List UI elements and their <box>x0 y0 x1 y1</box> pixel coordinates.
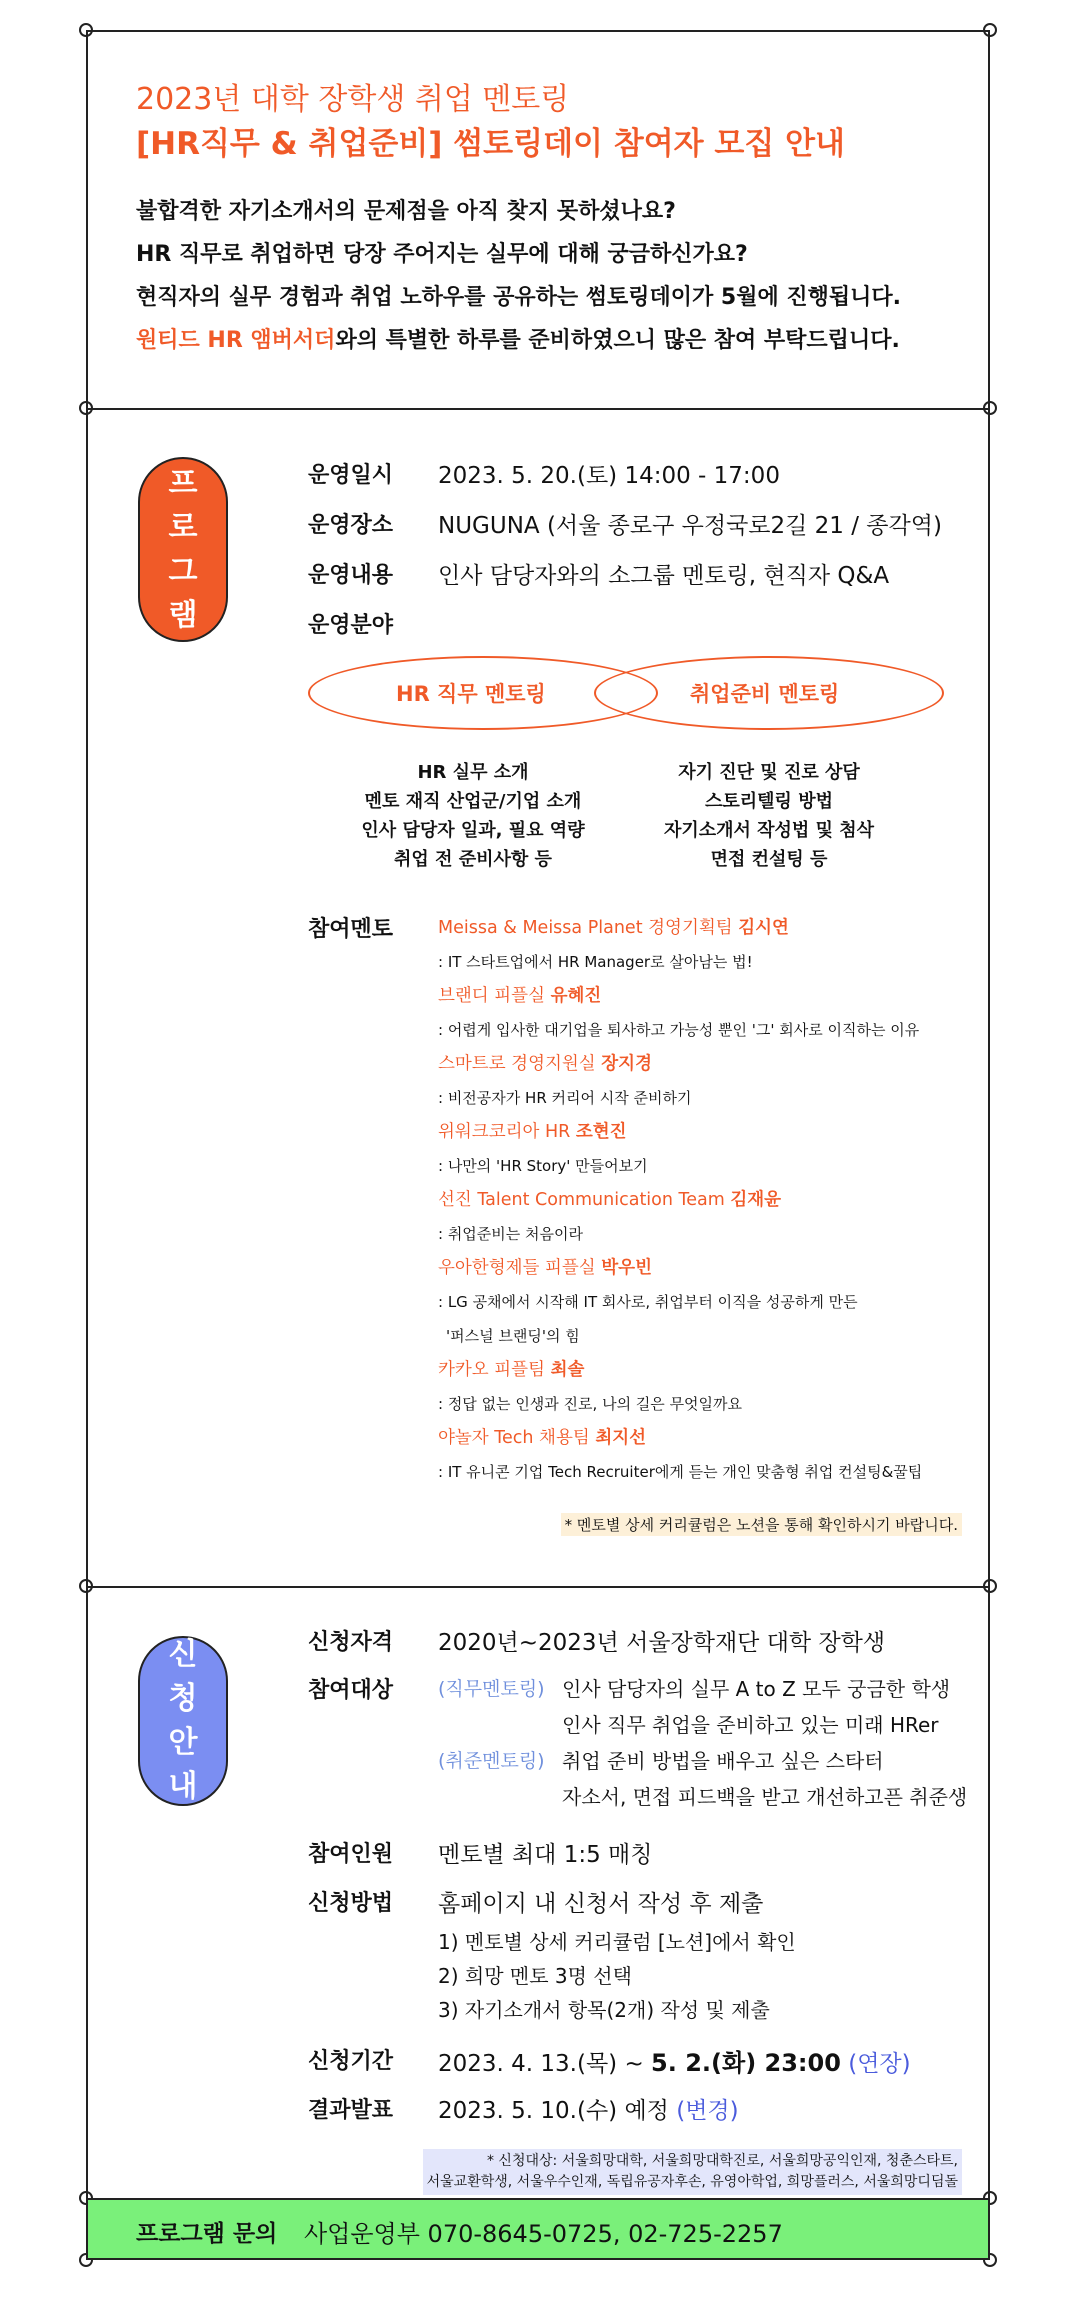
intro-line: HR 직무로 취업하면 당장 주어지는 실무에 대해 궁금하신가요? <box>136 242 748 267</box>
mentor-org: 우아한형제들 피플실 박우빈 <box>438 1258 652 1278</box>
period-label: 신청기간 <box>308 2049 394 2074</box>
hr-field-items <box>338 758 608 874</box>
mentor-desc: : IT 스타트업에서 HR Manager로 살아남는 법! <box>438 953 753 971</box>
target-item: 인사 직무 취업을 준비하고 있는 미래 HRer <box>562 1713 939 1737</box>
target-item: 취업 준비 방법을 배우고 싶은 스타터 <box>562 1749 884 1773</box>
field-item: 취업 전 준비사항 등 <box>394 849 552 870</box>
prep-field-items <box>634 758 904 874</box>
intro-line <box>136 323 900 354</box>
mentor-org: 위워크코리아 HR 조현진 <box>438 1122 627 1142</box>
badge-char: 램 <box>168 597 198 633</box>
row-label-place: 운영장소 <box>308 513 394 538</box>
apply-badge <box>138 1636 228 1806</box>
mentor-desc: '퍼스널 브랜딩'의 힘 <box>446 1327 580 1345</box>
field-item: 자기 진단 및 진로 상담 <box>678 762 860 783</box>
intro-line: 불합격한 자기소개서의 문제점을 아직 찾지 못하셨나요? <box>136 199 676 224</box>
note-line: 서울교환학생, 서울우수인재, 독립유공자후손, 유영아학업, 희망플러스, 서울희망디딤돌 <box>426 2174 958 2190</box>
mentor-org: 카카오 피플팀 최솔 <box>438 1360 585 1380</box>
target-item: 인사 담당자의 실무 A to Z 모두 궁금한 학생 <box>562 1677 951 1701</box>
target-tag: (취준멘토링) <box>438 1750 545 1772</box>
qualification-label: 신청자격 <box>308 1630 394 1655</box>
hr-field-title: HR 직무 멘토링 <box>396 682 546 706</box>
period-value: 2023. 4. 13.(목) ~ 5. 2.(화) 23:00 (연장) <box>438 2049 911 2077</box>
count-value: 멘토별 최대 1:5 매칭 <box>438 1842 653 1868</box>
event-title: [HR직무 & 취업준비] 썸토링데이 참여자 모집 안내 <box>136 126 845 162</box>
mentor-desc: : 정답 없는 인생과 진로, 나의 길은 무엇일까요 <box>438 1395 743 1413</box>
mentor-org: 선진 Talent Communication Team 김재윤 <box>438 1190 782 1210</box>
result-label: 결과발표 <box>308 2098 394 2123</box>
period-tag: (연장) <box>848 2051 911 2077</box>
contact-bar <box>86 2198 990 2260</box>
result-tag: (변경) <box>676 2098 739 2124</box>
badge-char: 로 <box>168 509 198 545</box>
row-label-field: 운영분야 <box>308 613 394 638</box>
result-value: 2023. 5. 10.(수) 예정 (변경) <box>438 2098 739 2124</box>
mentor-desc: : 취업준비는 처음이라 <box>438 1225 584 1243</box>
row-value-content: 인사 담당자와의 소그룹 멘토링, 현직자 Q&A <box>438 563 890 589</box>
program-badge <box>138 457 228 642</box>
badge-char: 신 <box>168 1637 198 1672</box>
method-step: 1) 멘토별 상세 커리큘럼 [노션]에서 확인 <box>438 1930 796 1954</box>
mentor-org: Meissa & Meissa Planet 경영기획팀 김시연 <box>438 918 789 938</box>
contact-label: 프로그램 문의 <box>136 2221 278 2247</box>
contact-value: 사업운영부 070-8645-0725, 02-725-2257 <box>304 2220 783 2248</box>
field-item: 자기소개서 작성법 및 첨삭 <box>663 820 875 841</box>
note-line: * 신청대상: 서울희망대학, 서울희망대학진로, 서울희망공익인재, 청춘스타트, <box>486 2153 958 2169</box>
row-value-date: 2023. 5. 20.(토) 14:00 - 17:00 <box>438 463 780 489</box>
row-label-content: 운영내용 <box>308 563 394 588</box>
row-label-date: 운영일시 <box>308 463 394 488</box>
program-section <box>86 408 990 1588</box>
prep-field-title: 취업준비 멘토링 <box>690 682 840 706</box>
apply-section <box>86 1586 990 2200</box>
target-item: 자소서, 면접 피드백을 받고 개선하고픈 취준생 <box>562 1785 968 1809</box>
field-item: 면접 컨설팅 등 <box>710 849 828 870</box>
eligibility-note <box>423 2149 962 2195</box>
mentor-desc: : 어렵게 입사한 대기업을 퇴사하고 가능성 뿐인 '그' 회사로 이직하는 이유 <box>438 1021 920 1039</box>
mentor-desc: : 나만의 'HR Story' 만들어보기 <box>438 1157 648 1175</box>
target-label: 참여대상 <box>308 1678 394 1703</box>
mentor-desc: : IT 유니콘 기업 Tech Recruiter에게 듣는 개인 맞춤형 취업 컨설팅&꿀팁 <box>438 1463 923 1481</box>
method-step: 3) 자기소개서 항목(2개) 작성 및 제출 <box>438 1998 770 2022</box>
header-section <box>86 30 990 410</box>
mentor-desc: : LG 공채에서 시작해 IT 회사로, 취업부터 이직을 성공하게 만든 <box>438 1293 858 1311</box>
field-item: 스토리텔링 방법 <box>705 791 833 812</box>
mentor-org: 스마트로 경영지원실 장지경 <box>438 1054 652 1074</box>
mentor-org: 브랜디 피플실 유혜진 <box>438 986 602 1006</box>
badge-char: 프 <box>168 465 198 501</box>
field-item: 인사 담당자 일과, 필요 역량 <box>361 820 585 841</box>
method-step: 2) 희망 멘토 3명 선택 <box>438 1964 632 1988</box>
method-label: 신청방법 <box>308 1891 394 1916</box>
badge-char: 내 <box>168 1769 198 1804</box>
intro-rest: 와의 특별한 하루를 준비하였으니 많은 참여 부탁드립니다. <box>335 328 900 353</box>
badge-char: 안 <box>168 1725 198 1760</box>
field-item: HR 실무 소개 <box>417 762 529 783</box>
event-subtitle: 2023년 대학 장학생 취업 멘토링 <box>136 82 570 117</box>
field-item: 멘토 재직 산업군/기업 소개 <box>364 791 582 812</box>
badge-char: 그 <box>168 553 198 589</box>
row-value-place: NUGUNA (서울 종로구 우정국로2길 21 / 종각역) <box>438 513 942 539</box>
target-tag: (직무멘토링) <box>438 1678 545 1700</box>
mentor-org: 야놀자 Tech 채용팀 최지선 <box>438 1428 647 1448</box>
mentor-desc: : 비전공자가 HR 커리어 시작 준비하기 <box>438 1089 692 1107</box>
method-value: 홈페이지 내 신청서 작성 후 제출 <box>438 1891 764 1917</box>
intro-highlight: 원티드 HR 앰버서더 <box>136 328 336 353</box>
count-label: 참여인원 <box>308 1842 394 1867</box>
badge-char: 청 <box>168 1681 198 1716</box>
qualification-value: 2020년~2023년 서울장학재단 대학 장학생 <box>438 1630 886 1656</box>
curriculum-note: * 멘토별 상세 커리큘럼은 노션을 통해 확인하시기 바랍니다. <box>561 1513 962 1536</box>
mentors-label: 참여멘토 <box>308 917 394 942</box>
intro-line: 현직자의 실무 경험과 취업 노하우를 공유하는 썸토링데이가 5월에 진행됩니다. <box>136 285 902 310</box>
